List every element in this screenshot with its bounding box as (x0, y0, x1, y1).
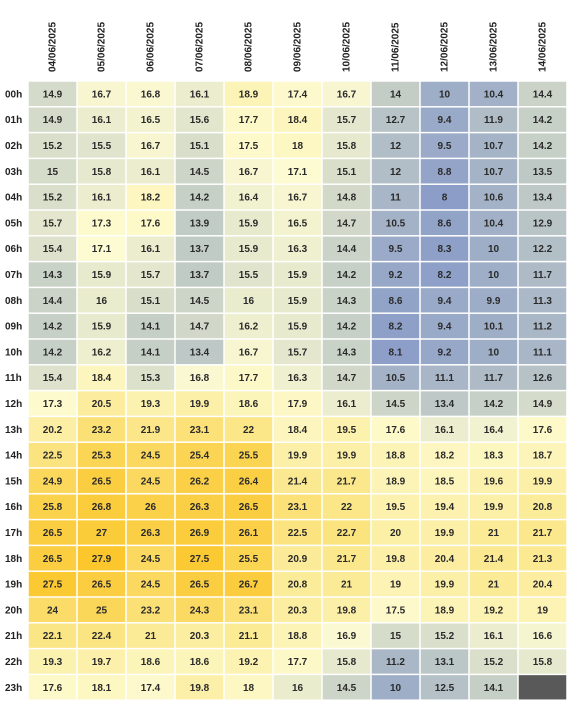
cell-value-7-4: 15.5 (238, 270, 259, 281)
cell-value-13-8: 16.1 (434, 424, 455, 436)
cell-value-11-4: 17.7 (238, 373, 259, 385)
cell-value-19-7: 19 (389, 579, 402, 591)
cell-value-3-2: 16.1 (140, 166, 161, 178)
cell-value-21-2: 21 (144, 631, 157, 643)
cell-value-22-0: 19.3 (42, 657, 63, 668)
cell-value-10-0: 14.2 (42, 347, 63, 359)
cell-value-6-2: 16.1 (140, 244, 161, 256)
cell-value-0-9: 10.4 (483, 89, 504, 101)
cell-value-7-6: 14.2 (336, 270, 357, 281)
cell-value-3-0: 15 (46, 166, 59, 178)
cell-value-3-5: 17.1 (287, 166, 308, 178)
cell-value-16-8: 19.4 (434, 502, 455, 514)
cell-value-14-8: 18.2 (434, 450, 455, 462)
cell-value-18-2: 24.5 (140, 553, 161, 565)
cell-value-1-9: 11.9 (484, 115, 503, 127)
cell-value-22-6: 15.8 (336, 657, 357, 668)
cell-value-20-5: 20.3 (287, 605, 308, 617)
cell-value-5-8: 8.6 (437, 218, 452, 230)
cell-value-13-6: 19.5 (336, 424, 357, 436)
cell-value-8-8: 9.4 (437, 295, 452, 307)
cell-value-1-7: 12.7 (385, 115, 406, 127)
cell-value-6-0: 15.4 (42, 244, 63, 256)
cell-value-3-8: 8.8 (437, 166, 452, 178)
row-label-21: 21h (5, 631, 23, 643)
row-label-1: 01h (5, 115, 23, 127)
row-label-13: 13h (5, 424, 23, 436)
cell-value-10-10: 11.1 (533, 347, 552, 359)
cell-value-11-0: 15.4 (42, 373, 63, 385)
heatmap-cell-23-10 (519, 675, 567, 699)
cell-value-23-4: 18 (242, 682, 255, 694)
cell-value-20-8: 18.9 (434, 605, 455, 617)
cell-value-9-1: 15.9 (91, 321, 112, 333)
column-header-7: 11/06/2025 (390, 22, 402, 72)
cell-value-17-0: 26.5 (42, 528, 63, 539)
cell-value-1-0: 14.9 (42, 115, 63, 127)
cell-value-7-10: 11.7 (533, 270, 552, 281)
cell-value-16-4: 26.5 (238, 502, 259, 514)
cell-value-16-0: 25.8 (42, 502, 63, 514)
cell-value-5-5: 16.5 (287, 218, 308, 230)
cell-value-21-7: 15 (389, 631, 402, 643)
cell-value-16-2: 26 (144, 502, 157, 514)
column-header-6: 10/06/2025 (341, 21, 353, 72)
row-label-22: 22h (5, 657, 23, 668)
cell-value-19-4: 26.7 (238, 579, 259, 591)
cell-value-23-8: 12.5 (434, 682, 455, 694)
cell-value-18-10: 21.3 (532, 553, 553, 565)
cell-value-2-6: 15.8 (336, 141, 357, 152)
cell-value-4-7: 11 (390, 192, 401, 204)
cell-value-11-7: 10.5 (385, 373, 406, 385)
cell-value-2-2: 16.7 (140, 141, 161, 152)
cell-value-12-10: 14.9 (532, 399, 553, 410)
cell-value-22-5: 17.7 (287, 657, 308, 668)
cell-value-6-9: 10 (487, 244, 500, 256)
cell-value-23-5: 16 (291, 682, 304, 694)
row-label-18: 18h (5, 553, 23, 565)
cell-value-1-6: 15.7 (336, 115, 357, 127)
column-header-2: 06/06/2025 (145, 21, 157, 72)
cell-value-3-9: 10.7 (483, 166, 504, 178)
cell-value-22-2: 18.6 (140, 657, 161, 668)
cell-value-6-6: 14.4 (336, 244, 357, 256)
cell-value-10-2: 14.1 (140, 347, 161, 359)
cell-value-11-3: 16.8 (189, 373, 210, 385)
cell-value-17-2: 26.3 (140, 528, 161, 539)
cell-value-5-10: 12.9 (532, 218, 553, 230)
row-label-14: 14h (5, 450, 23, 462)
cell-value-6-8: 8.3 (437, 244, 452, 256)
cell-value-8-2: 15.1 (140, 295, 161, 307)
cell-value-6-10: 12.2 (532, 244, 553, 256)
cell-value-10-4: 16.7 (238, 347, 259, 359)
cell-value-23-9: 14.1 (483, 682, 504, 694)
cell-value-23-6: 14.5 (336, 682, 357, 694)
cell-value-2-7: 12 (389, 141, 402, 152)
row-label-8: 08h (5, 295, 23, 307)
cell-value-15-4: 26.4 (238, 476, 259, 488)
cell-value-14-3: 25.4 (189, 450, 210, 462)
cell-value-16-7: 19.5 (385, 502, 406, 514)
row-label-11: 11h (5, 373, 22, 385)
cell-value-22-3: 18.6 (189, 657, 210, 668)
cell-value-13-10: 17.6 (532, 424, 553, 436)
cell-value-9-8: 9.4 (437, 321, 452, 333)
cell-value-1-5: 18.4 (287, 115, 308, 127)
cell-value-17-6: 22.7 (336, 528, 357, 539)
cell-value-2-10: 14.2 (532, 141, 553, 152)
cell-value-12-6: 16.1 (336, 399, 357, 410)
cell-value-11-1: 18.4 (91, 373, 112, 385)
cell-value-0-8: 10 (438, 89, 451, 101)
cell-value-22-1: 19.7 (91, 657, 112, 668)
cell-value-14-1: 25.3 (91, 450, 112, 462)
cell-value-19-10: 20.4 (532, 579, 553, 591)
column-header-9: 13/06/2025 (488, 21, 500, 72)
cell-value-23-1: 18.1 (91, 682, 112, 694)
cell-value-20-7: 17.5 (385, 605, 406, 617)
cell-value-6-5: 16.3 (287, 244, 308, 256)
cell-value-17-8: 19.9 (434, 528, 455, 539)
cell-value-4-4: 16.4 (238, 192, 259, 204)
cell-value-16-5: 23.1 (287, 502, 308, 514)
cell-value-17-10: 21.7 (532, 528, 553, 539)
cell-value-9-6: 14.2 (336, 321, 357, 333)
cell-value-21-8: 15.2 (434, 631, 455, 643)
cell-value-9-4: 16.2 (238, 321, 259, 333)
cell-value-22-10: 15.8 (532, 657, 553, 668)
cell-value-6-4: 15.9 (238, 244, 259, 256)
cell-value-19-5: 20.8 (287, 579, 308, 591)
cell-value-4-0: 15.2 (42, 192, 63, 204)
cell-value-7-2: 15.7 (140, 270, 161, 281)
cell-value-5-6: 14.7 (336, 218, 357, 230)
cell-value-15-6: 21.7 (336, 476, 357, 488)
cell-value-23-0: 17.6 (42, 682, 63, 694)
cell-value-23-3: 19.8 (189, 682, 210, 694)
cell-value-14-4: 25.5 (238, 450, 259, 462)
cell-value-12-0: 17.3 (42, 399, 63, 410)
cell-value-8-1: 16 (95, 295, 108, 307)
column-header-3: 07/06/2025 (194, 21, 206, 72)
cell-value-20-6: 19.8 (336, 605, 357, 617)
cell-value-21-0: 22.1 (42, 631, 63, 643)
cell-value-13-0: 20.2 (42, 424, 63, 436)
cell-value-21-3: 20.3 (189, 631, 210, 643)
cell-value-10-9: 10 (487, 347, 500, 359)
row-label-4: 04h (5, 192, 23, 204)
cell-value-7-9: 10 (487, 270, 500, 281)
cell-value-20-9: 19.2 (483, 605, 504, 617)
cell-value-17-9: 21 (487, 528, 500, 539)
row-label-15: 15h (5, 476, 23, 488)
cell-value-10-3: 13.4 (189, 347, 210, 359)
cell-value-12-7: 14.5 (385, 399, 406, 410)
cell-value-19-2: 24.5 (140, 579, 161, 591)
cell-value-14-10: 18.7 (532, 450, 553, 462)
cell-value-20-4: 23.1 (238, 605, 259, 617)
row-label-10: 10h (5, 347, 23, 359)
cell-value-18-3: 27.5 (189, 553, 210, 565)
cell-value-9-0: 14.2 (42, 321, 63, 333)
cell-value-12-9: 14.2 (483, 399, 504, 410)
cell-value-2-5: 18 (291, 141, 304, 152)
cell-value-16-1: 26.8 (91, 502, 112, 514)
cell-value-19-3: 26.5 (189, 579, 210, 591)
cell-value-11-6: 14.7 (336, 373, 357, 385)
cell-value-16-10: 20.8 (532, 502, 553, 514)
cell-value-19-1: 26.5 (91, 579, 112, 591)
cell-value-19-9: 21 (487, 579, 500, 591)
cell-value-6-1: 17.1 (91, 244, 112, 256)
cell-value-22-4: 19.2 (238, 657, 259, 668)
column-header-1: 05/06/2025 (96, 21, 108, 72)
column-header-0: 04/06/2025 (47, 21, 59, 72)
cell-value-15-8: 18.5 (434, 476, 455, 488)
row-label-12: 12h (5, 399, 23, 410)
cell-value-11-8: 11.1 (435, 373, 454, 385)
cell-value-13-1: 23.2 (91, 424, 112, 436)
cell-value-9-7: 8.2 (388, 321, 403, 333)
cell-value-0-4: 18.9 (238, 89, 259, 101)
cell-value-15-7: 18.9 (385, 476, 406, 488)
cell-value-13-2: 21.9 (140, 424, 161, 436)
cell-value-4-9: 10.6 (483, 192, 504, 204)
cell-value-18-1: 27.9 (91, 553, 112, 565)
cell-value-12-8: 13.4 (434, 399, 455, 410)
cell-value-23-7: 10 (389, 682, 402, 694)
cell-value-21-9: 16.1 (483, 631, 504, 643)
cell-value-0-5: 17.4 (287, 89, 308, 101)
cell-value-0-7: 14 (389, 89, 402, 101)
cell-value-6-7: 9.5 (388, 244, 403, 256)
cell-value-21-4: 21.1 (238, 631, 259, 643)
cell-value-2-1: 15.5 (91, 141, 112, 152)
cell-value-10-8: 9.2 (437, 347, 452, 359)
cell-value-18-8: 20.4 (434, 553, 455, 565)
cell-value-8-0: 14.4 (42, 295, 63, 307)
cell-value-0-6: 16.7 (336, 89, 357, 101)
row-label-9: 09h (5, 321, 23, 333)
column-header-5: 09/06/2025 (292, 21, 304, 72)
cell-value-16-3: 26.3 (189, 502, 210, 514)
cell-value-4-10: 13.4 (532, 192, 553, 204)
cell-value-2-9: 10.7 (483, 141, 504, 152)
cell-value-2-8: 9.5 (437, 141, 452, 152)
cell-value-4-2: 18.2 (140, 192, 161, 204)
cell-value-5-7: 10.5 (385, 218, 406, 230)
cell-value-7-1: 15.9 (91, 270, 112, 281)
row-label-0: 00h (5, 89, 23, 101)
cell-value-18-0: 26.5 (42, 553, 63, 565)
cell-value-18-7: 19.8 (385, 553, 406, 565)
cell-value-21-1: 22.4 (91, 631, 112, 643)
cell-value-11-2: 15.3 (140, 373, 161, 385)
row-label-20: 20h (5, 605, 23, 617)
cell-value-0-2: 16.8 (140, 89, 161, 101)
cell-value-5-2: 17.6 (140, 218, 161, 230)
cell-value-15-9: 19.6 (483, 476, 504, 488)
cell-value-1-4: 17.7 (238, 115, 259, 127)
cell-value-13-3: 23.1 (189, 424, 210, 436)
row-label-7: 07h (5, 270, 23, 281)
row-label-3: 03h (5, 166, 23, 178)
cell-value-8-6: 14.3 (336, 295, 357, 307)
cell-value-15-0: 24.9 (42, 476, 63, 488)
cell-value-12-2: 19.3 (140, 399, 161, 410)
cell-value-18-5: 20.9 (287, 553, 308, 565)
cell-value-3-7: 12 (389, 166, 402, 178)
cell-value-16-6: 22 (340, 502, 353, 514)
cell-value-3-6: 15.1 (336, 166, 357, 178)
cell-value-0-0: 14.9 (42, 89, 63, 101)
cell-value-4-1: 16.1 (91, 192, 112, 204)
cell-value-4-3: 14.2 (189, 192, 210, 204)
cell-value-10-7: 8.1 (388, 347, 403, 359)
cell-value-14-9: 18.3 (483, 450, 504, 462)
cell-value-8-10: 11.3 (533, 295, 552, 307)
cell-value-4-8: 8 (441, 192, 448, 204)
cell-value-15-10: 19.9 (532, 476, 553, 488)
cell-value-19-6: 21 (340, 579, 353, 591)
cell-value-6-3: 13.7 (189, 244, 210, 256)
cell-value-7-0: 14.3 (42, 270, 63, 281)
cell-value-21-10: 16.6 (532, 631, 553, 643)
cell-value-18-9: 21.4 (483, 553, 504, 565)
cell-value-14-6: 19.9 (336, 450, 357, 462)
cell-value-1-1: 16.1 (91, 115, 112, 127)
column-header-4: 08/06/2025 (243, 21, 255, 72)
cell-value-0-3: 16.1 (189, 89, 210, 101)
cell-value-14-2: 24.5 (140, 450, 161, 462)
cell-value-17-4: 26.1 (238, 528, 259, 539)
cell-value-17-1: 27 (95, 528, 108, 539)
cell-value-18-6: 21.7 (336, 553, 357, 565)
cell-value-4-6: 14.8 (336, 192, 357, 204)
cell-value-2-4: 17.5 (238, 141, 259, 152)
cell-value-14-0: 22.5 (42, 450, 63, 462)
cell-value-20-10: 19 (536, 605, 549, 617)
cell-value-14-5: 19.9 (287, 450, 308, 462)
cell-value-15-1: 26.5 (91, 476, 112, 488)
cell-value-3-3: 14.5 (189, 166, 210, 178)
cell-value-1-2: 16.5 (140, 115, 161, 127)
cell-value-15-5: 21.4 (287, 476, 308, 488)
cell-value-22-7: 11.2 (386, 657, 405, 668)
cell-value-13-5: 18.4 (287, 424, 308, 436)
cell-value-12-1: 20.5 (91, 399, 112, 410)
cell-value-5-4: 15.9 (238, 218, 259, 230)
cell-value-5-0: 15.7 (42, 218, 63, 230)
cell-value-12-4: 18.6 (238, 399, 259, 410)
cell-value-8-5: 15.9 (287, 295, 308, 307)
cell-value-17-5: 22.5 (287, 528, 308, 539)
column-header-8: 12/06/2025 (439, 21, 451, 72)
cell-value-1-10: 14.2 (532, 115, 553, 127)
cell-value-19-8: 19.9 (434, 579, 455, 591)
cell-value-11-10: 12.6 (532, 373, 553, 385)
cell-value-20-0: 24 (46, 605, 59, 617)
cell-value-9-3: 14.7 (189, 321, 210, 333)
cell-value-19-0: 27.5 (42, 579, 63, 591)
cell-value-1-8: 9.4 (437, 115, 452, 127)
cell-value-4-5: 16.7 (287, 192, 308, 204)
cell-value-13-7: 17.6 (385, 424, 406, 436)
cell-value-0-10: 14.4 (532, 89, 553, 101)
cell-value-9-10: 11.2 (533, 321, 552, 333)
cell-value-12-3: 19.9 (189, 399, 210, 410)
cell-value-3-10: 13.5 (532, 166, 553, 178)
cell-value-21-5: 18.8 (287, 631, 308, 643)
cell-value-21-6: 16.9 (336, 631, 357, 643)
cell-value-7-5: 15.9 (287, 270, 308, 281)
cell-value-20-2: 23.2 (140, 605, 161, 617)
cell-value-3-4: 16.7 (238, 166, 259, 178)
cell-value-10-1: 16.2 (91, 347, 112, 359)
cell-value-23-2: 17.4 (140, 682, 161, 694)
cell-value-22-9: 15.2 (483, 657, 504, 668)
row-label-2: 02h (5, 141, 23, 152)
cell-value-9-2: 14.1 (140, 321, 161, 333)
cell-value-3-1: 15.8 (91, 166, 112, 178)
cell-value-5-9: 10.4 (483, 218, 504, 230)
cell-value-20-1: 25 (95, 605, 108, 617)
cell-value-2-3: 15.1 (189, 141, 210, 152)
cell-value-8-7: 8.6 (388, 295, 403, 307)
cell-value-2-0: 15.2 (42, 141, 63, 152)
cell-value-13-4: 22 (242, 424, 255, 436)
cell-value-0-1: 16.7 (91, 89, 112, 101)
cell-value-16-9: 19.9 (483, 502, 504, 514)
row-label-6: 06h (5, 244, 23, 256)
cell-value-1-3: 15.6 (189, 115, 210, 127)
cell-value-8-3: 14.5 (189, 295, 210, 307)
cell-value-20-3: 24.3 (189, 605, 210, 617)
cell-value-5-1: 17.3 (91, 218, 112, 230)
row-label-17: 17h (5, 528, 23, 539)
cell-value-14-7: 18.8 (385, 450, 406, 462)
cell-value-11-5: 16.3 (287, 373, 308, 385)
cell-value-15-2: 24.5 (140, 476, 161, 488)
cell-value-5-3: 13.9 (189, 218, 210, 230)
cell-value-15-3: 26.2 (189, 476, 210, 488)
cell-value-11-9: 11.7 (484, 373, 503, 385)
row-label-19: 19h (5, 579, 23, 591)
cell-value-18-4: 25.5 (238, 553, 259, 565)
cell-value-7-3: 13.7 (189, 270, 210, 281)
cell-value-8-4: 16 (242, 295, 255, 307)
cell-value-7-8: 8.2 (437, 270, 452, 281)
cell-value-22-8: 13.1 (434, 657, 455, 668)
row-label-16: 16h (5, 502, 23, 514)
cell-value-10-5: 15.7 (287, 347, 308, 359)
cell-value-12-5: 17.9 (287, 399, 308, 410)
cell-value-10-6: 14.3 (336, 347, 357, 359)
row-label-5: 05h (5, 218, 23, 230)
row-label-23: 23h (5, 682, 23, 694)
cell-value-13-9: 16.4 (483, 424, 504, 436)
cell-value-9-9: 10.1 (483, 321, 504, 333)
column-header-10: 14/06/2025 (537, 21, 549, 72)
cell-value-17-7: 20 (389, 528, 402, 539)
cell-value-7-7: 9.2 (388, 270, 403, 281)
cell-value-17-3: 26.9 (189, 528, 210, 539)
cell-value-9-5: 15.9 (287, 321, 308, 333)
cell-value-8-9: 9.9 (486, 295, 501, 307)
